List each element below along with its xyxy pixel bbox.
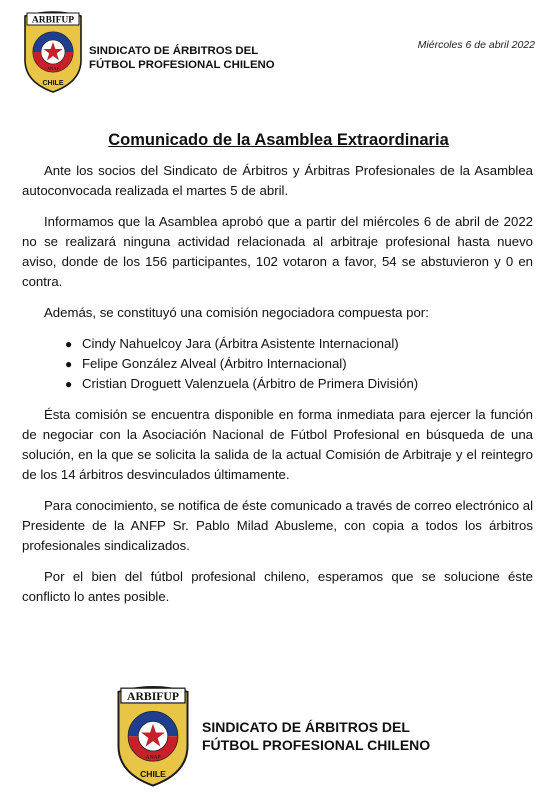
arbifup-logo-footer (112, 682, 194, 788)
document-title: Comunicado de la Asamblea Extraordinaria (108, 131, 449, 149)
footer-letterhead (112, 682, 472, 790)
footer-org-name (202, 718, 430, 754)
logo-top-text: ARBIFUP (127, 689, 179, 703)
org-name-line2: FÚTBOL PROFESIONAL CHILENO (89, 59, 275, 71)
footer-org-name-line2: FÚTBOL PROFESIONAL CHILENO (202, 737, 431, 753)
letterhead (18, 8, 539, 94)
paragraph-closing: Por el bien del fútbol profesional chileno, esperamos que se solucione éste conflicto lo antes posible. (22, 569, 533, 604)
document-body (22, 161, 533, 618)
list-item (65, 354, 533, 374)
org-name-line1: SINDICATO DE ÁRBITROS DEL (89, 45, 259, 57)
document-date: Miércoles 6 de abril 2022 (417, 39, 535, 51)
paragraph-commission-role: Ésta comisión se encuentra disponible en forma inmediata para ejercer la función de negociar con la Asociación Nacional de Fútbol Profesional en búsqueda de una solución, en la que se solicita la salida de la actual Comisión de Arbitraje y el reintegro de los 14 árbitros desvinculados últimamente. (22, 407, 533, 482)
list-item (65, 374, 533, 394)
bullet-icon: ● (65, 337, 73, 351)
bullet-icon: ● (65, 377, 73, 391)
list-item (65, 334, 533, 354)
footer-org-name-line1: SINDICATO DE ÁRBITROS DEL (202, 719, 410, 735)
paragraph-intro: Ante los socios del Sindicato de Árbitros y Árbitras Profesionales de la Asamblea autoconvocada realizada el martes 5 de abril. (22, 163, 533, 198)
logo-bottom-text: CHILE (42, 80, 64, 87)
paragraph-resolution: Informamos que la Asamblea aprobó que a partir del miércoles 6 de abril de 2022 no se realizará ninguna actividad relacionada al arbitraje profesional hasta nuevo aviso, donde de los 156 participantes, 102 votaron a favor, 54 se abstuvieron y 0 en contra. (22, 214, 533, 289)
logo-bottom-text: CHILE (140, 768, 166, 779)
list-item-text: Cindy Nahuelcoy Jara (Árbitra Asistente Internacional) (82, 336, 399, 351)
paragraph-notification: Para conocimiento, se notifica de éste comunicado a través de correo electrónico al Presidente de la ANFP Sr. Pablo Milad Abusleme, con copia a todos los árbitros profesionales sindicalizados. (22, 498, 533, 553)
commission-list (22, 334, 533, 394)
logo-seal-text: ANAP (46, 66, 60, 71)
org-name (89, 44, 275, 72)
bullet-icon: ● (65, 357, 73, 371)
list-item-text: Cristian Droguett Valenzuela (Árbitro de Primera División) (82, 376, 419, 391)
logo-seal-text: ANAP (145, 754, 161, 761)
list-item-text: Felipe González Alveal (Árbitro Internacional) (82, 356, 347, 371)
arbifup-logo (20, 8, 86, 94)
paragraph-commission-intro: Además, se constituyó una comisión negociadora compuesta por: (44, 305, 429, 320)
logo-top-text: ARBIFUP (31, 15, 75, 26)
